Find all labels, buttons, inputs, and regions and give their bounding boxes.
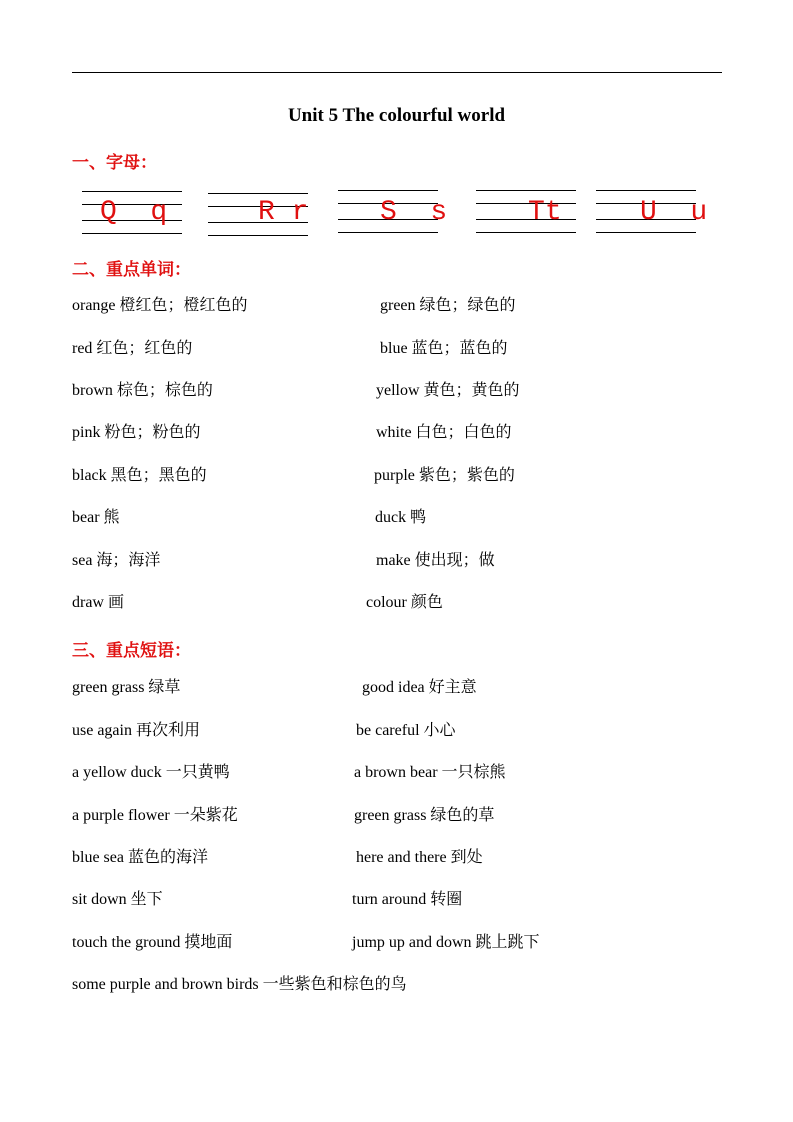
word-item: sea 海；海洋 (72, 552, 161, 569)
phrase-item: be careful 小心 (356, 722, 456, 739)
letter-upper-u: U (640, 197, 657, 228)
page-title: Unit 5 The colourful world (287, 105, 506, 126)
word-item: make 使出现；做 (376, 552, 495, 569)
letter-lower-r: r (291, 197, 309, 228)
letter-upper-s: S (380, 197, 397, 228)
letter-upper-t: T (528, 197, 545, 228)
top-rule (72, 72, 722, 73)
phrase-item: green grass 绿草 (72, 679, 181, 696)
letter-lower-u: u (690, 197, 708, 228)
word-item: green 绿色；绿色的 (380, 297, 516, 314)
phrase-item: here and there 到处 (356, 849, 483, 866)
letter-lower-q: q (150, 197, 168, 228)
phrase-item: green grass 绿色的草 (354, 807, 495, 824)
phrase-item: touch the ground 摸地面 (72, 934, 233, 951)
word-item: draw 画 (72, 594, 124, 611)
word-item: duck 鸭 (375, 509, 427, 526)
phrase-item: some purple and brown birds 一些紫色和棕色的鸟 (72, 976, 407, 993)
word-item: black 黑色；黑色的 (72, 467, 207, 484)
phrase-item: a purple flower 一朵紫花 (72, 807, 238, 824)
word-item: purple 紫色；紫色的 (374, 467, 515, 484)
phrase-item: blue sea 蓝色的海洋 (72, 849, 208, 866)
letter-lower-t: t (544, 197, 562, 228)
section-heading-letters: 一、字母： (72, 153, 157, 173)
section-heading-words: 二、重点单词： (72, 260, 191, 280)
phrase-item: turn around 转圈 (352, 891, 463, 908)
word-item: red 红色；红色的 (72, 340, 193, 357)
letter-upper-r: R (258, 197, 275, 228)
word-item: orange 橙红色；橙红色的 (72, 297, 248, 314)
word-item: colour 颜色 (366, 594, 443, 611)
word-item: bear 熊 (72, 509, 120, 526)
word-item: brown 棕色；棕色的 (72, 382, 213, 399)
phrase-item: jump up and down 跳上跳下 (352, 934, 540, 951)
letter-upper-q: Q (100, 197, 117, 228)
word-item: blue 蓝色；蓝色的 (380, 340, 508, 357)
phrase-item: sit down 坐下 (72, 891, 163, 908)
word-item: white 白色；白色的 (376, 424, 512, 441)
phrase-item: a brown bear 一只棕熊 (354, 764, 506, 781)
word-item: yellow 黄色；黄色的 (376, 382, 520, 399)
section-heading-phrases: 三、重点短语： (72, 641, 191, 661)
phrase-item: good idea 好主意 (362, 679, 477, 696)
phrase-item: a yellow duck 一只黄鸭 (72, 764, 230, 781)
phrase-item: use again 再次利用 (72, 722, 200, 739)
letter-lower-s: s (430, 197, 448, 228)
word-item: pink 粉色；粉色的 (72, 424, 201, 441)
